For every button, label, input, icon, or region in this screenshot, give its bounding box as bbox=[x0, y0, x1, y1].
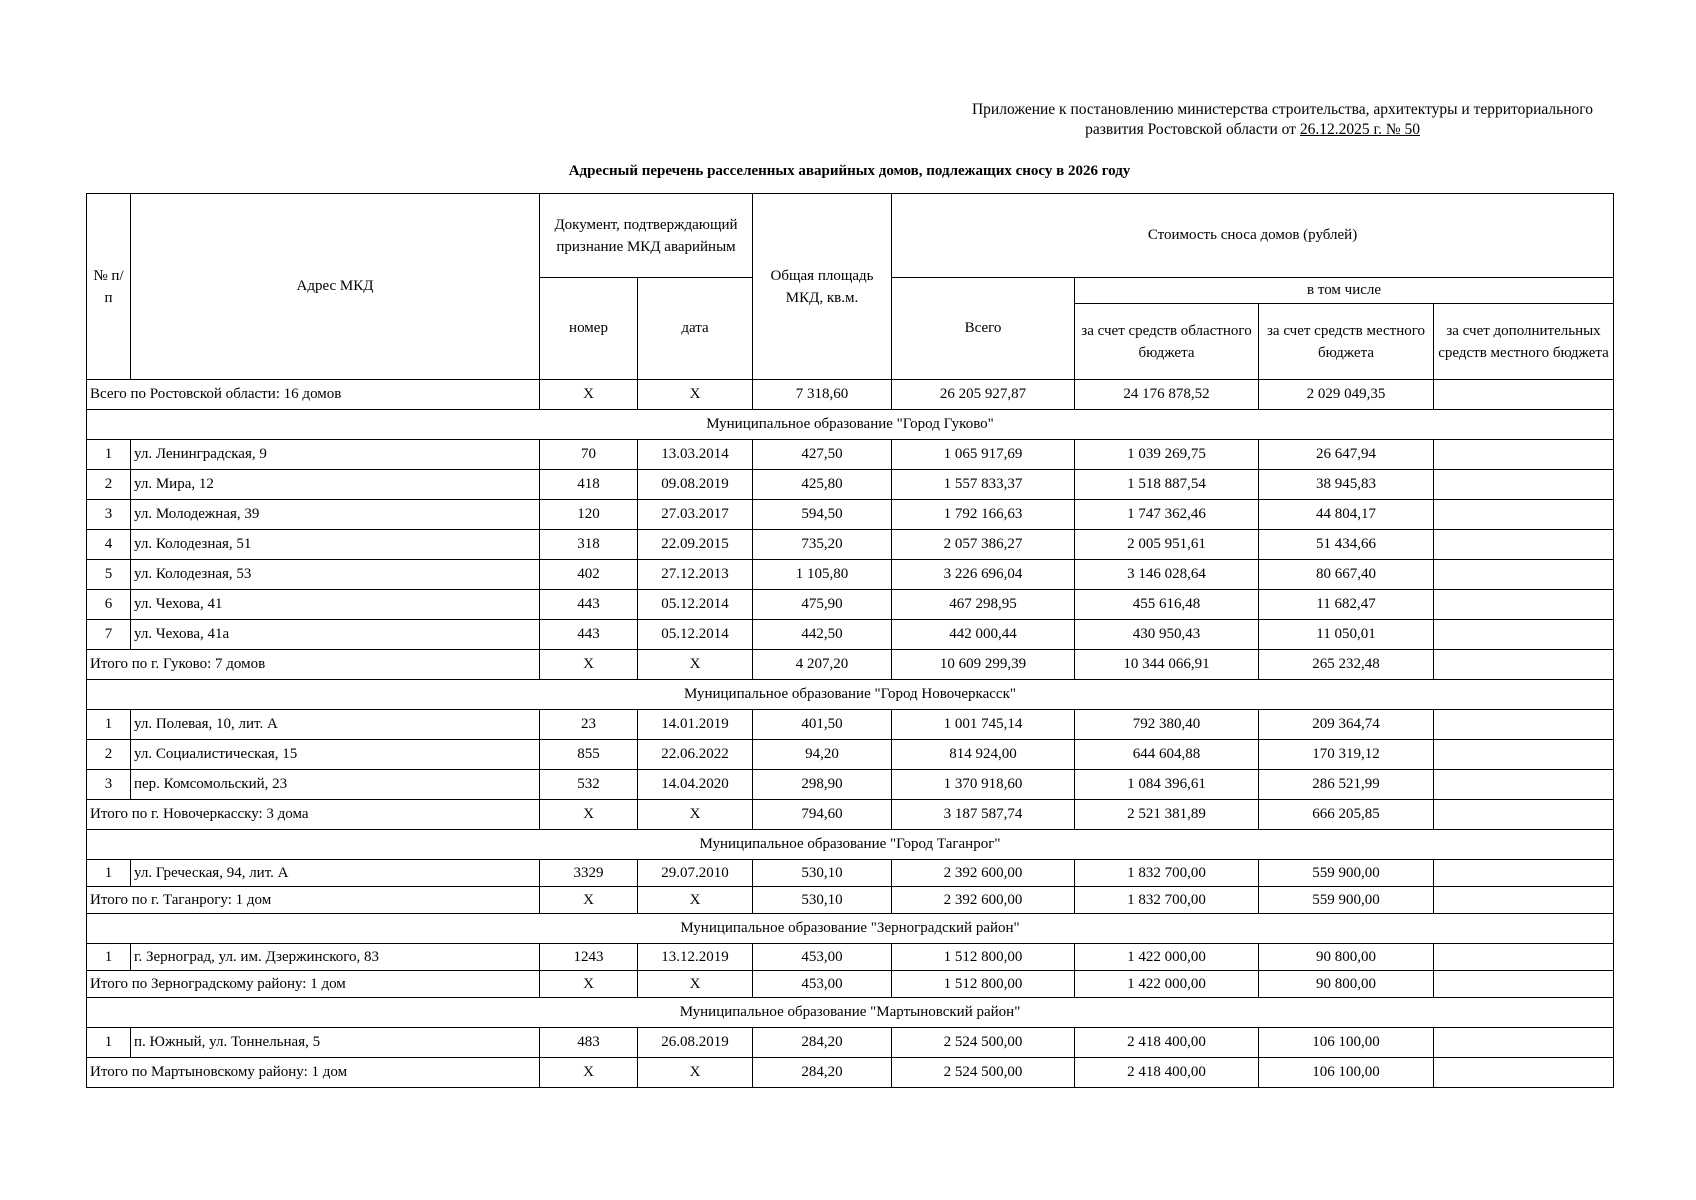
subtotal-regional: 1 422 000,00 bbox=[1075, 971, 1259, 998]
subtotal-row bbox=[87, 650, 1614, 680]
subtotal-row bbox=[87, 971, 1614, 998]
row-additional bbox=[1434, 1028, 1614, 1058]
header-doc-date: дата bbox=[638, 278, 753, 380]
row-number: 402 bbox=[540, 560, 638, 590]
row-date: 09.08.2019 bbox=[638, 470, 753, 500]
header-additional: за счет дополнительных средств местного бюджета bbox=[1434, 304, 1614, 380]
appendix-note bbox=[833, 100, 1593, 140]
row-total: 2 392 600,00 bbox=[892, 860, 1075, 887]
row-regional: 455 616,48 bbox=[1075, 590, 1259, 620]
row-address: п. Южный, ул. Тоннельная, 5 bbox=[131, 1028, 540, 1058]
appendix-line-1: Приложение к постановлению министерства строительства, архитектуры и территориального bbox=[971, 101, 1593, 118]
subtotal-date: Х bbox=[638, 971, 753, 998]
row-address: ул. Ленинградская, 9 bbox=[131, 440, 540, 470]
row-number: 1 bbox=[87, 710, 131, 740]
subtotal-area: 4 207,20 bbox=[753, 650, 892, 680]
row-local: 11 682,47 bbox=[1259, 590, 1434, 620]
subtotal-local: 106 100,00 bbox=[1259, 1058, 1434, 1088]
row-number: 70 bbox=[540, 440, 638, 470]
row-area: 594,50 bbox=[753, 500, 892, 530]
table-header bbox=[87, 194, 1614, 380]
row-local: 26 647,94 bbox=[1259, 440, 1434, 470]
subtotal-row bbox=[87, 887, 1614, 914]
section-title: Муниципальное образование "Город Гуково" bbox=[87, 410, 1614, 440]
row-area: 401,50 bbox=[753, 710, 892, 740]
table-row bbox=[87, 770, 1614, 800]
row-regional: 1 422 000,00 bbox=[1075, 944, 1259, 971]
subtotal-additional bbox=[1434, 887, 1614, 914]
header-regional: за счет средств областного бюджета bbox=[1075, 304, 1259, 380]
table-row bbox=[87, 530, 1614, 560]
row-address: ул. Молодежная, 39 bbox=[131, 500, 540, 530]
row-area: 94,20 bbox=[753, 740, 892, 770]
table-row bbox=[87, 560, 1614, 590]
subtotal-total: 10 609 299,39 bbox=[892, 650, 1075, 680]
row-number: 2 bbox=[87, 470, 131, 500]
table-row bbox=[87, 740, 1614, 770]
row-additional bbox=[1434, 860, 1614, 887]
grand-total-number: Х bbox=[540, 380, 638, 410]
row-address: ул. Колодезная, 51 bbox=[131, 530, 540, 560]
row-number: 443 bbox=[540, 620, 638, 650]
row-address: ул. Колодезная, 53 bbox=[131, 560, 540, 590]
row-additional bbox=[1434, 944, 1614, 971]
grand-total-regional: 24 176 878,52 bbox=[1075, 380, 1259, 410]
row-date: 26.08.2019 bbox=[638, 1028, 753, 1058]
row-address: пер. Комсомольский, 23 bbox=[131, 770, 540, 800]
row-area: 298,90 bbox=[753, 770, 892, 800]
row-address: ул. Социалистическая, 15 bbox=[131, 740, 540, 770]
row-number: 1 bbox=[87, 860, 131, 887]
subtotal-additional bbox=[1434, 800, 1614, 830]
row-total: 1 001 745,14 bbox=[892, 710, 1075, 740]
row-local: 559 900,00 bbox=[1259, 860, 1434, 887]
header-document: Документ, подтверждающий признание МКД аварийным bbox=[540, 194, 753, 278]
appendix-line-2-prefix: развития Ростовской области от bbox=[1085, 121, 1300, 138]
table-row bbox=[87, 710, 1614, 740]
table-row bbox=[87, 620, 1614, 650]
section-title: Муниципальное образование "Мартыновский район" bbox=[87, 998, 1614, 1028]
row-regional: 1 747 362,46 bbox=[1075, 500, 1259, 530]
row-area: 735,20 bbox=[753, 530, 892, 560]
row-date: 14.04.2020 bbox=[638, 770, 753, 800]
row-additional bbox=[1434, 530, 1614, 560]
row-regional: 430 950,43 bbox=[1075, 620, 1259, 650]
subtotal-date: Х bbox=[638, 1058, 753, 1088]
header-address: Адрес МКД bbox=[131, 194, 540, 380]
row-local: 38 945,83 bbox=[1259, 470, 1434, 500]
table-row bbox=[87, 440, 1614, 470]
subtotal-additional bbox=[1434, 1058, 1614, 1088]
section-header-row bbox=[87, 914, 1614, 944]
row-number: 483 bbox=[540, 1028, 638, 1058]
row-number: 3 bbox=[87, 770, 131, 800]
row-total: 1 512 800,00 bbox=[892, 944, 1075, 971]
row-date: 05.12.2014 bbox=[638, 590, 753, 620]
row-total: 1 557 833,37 bbox=[892, 470, 1075, 500]
subtotal-local: 666 205,85 bbox=[1259, 800, 1434, 830]
row-regional: 3 146 028,64 bbox=[1075, 560, 1259, 590]
row-number: 7 bbox=[87, 620, 131, 650]
row-number: 23 bbox=[540, 710, 638, 740]
subtotal-regional: 1 832 700,00 bbox=[1075, 887, 1259, 914]
row-local: 209 364,74 bbox=[1259, 710, 1434, 740]
subtotal-label: Итого по Зерноградскому району: 1 дом bbox=[87, 971, 540, 998]
row-regional: 1 832 700,00 bbox=[1075, 860, 1259, 887]
row-address: ул. Полевая, 10, лит. А bbox=[131, 710, 540, 740]
row-address: г. Зерноград, ул. им. Дзержинского, 83 bbox=[131, 944, 540, 971]
row-additional bbox=[1434, 500, 1614, 530]
row-additional bbox=[1434, 560, 1614, 590]
subtotal-area: 794,60 bbox=[753, 800, 892, 830]
row-area: 453,00 bbox=[753, 944, 892, 971]
demolition-table bbox=[86, 193, 1614, 1088]
row-number: 120 bbox=[540, 500, 638, 530]
table-row bbox=[87, 500, 1614, 530]
row-number: 443 bbox=[540, 590, 638, 620]
row-total: 2 524 500,00 bbox=[892, 1028, 1075, 1058]
subtotal-total: 1 512 800,00 bbox=[892, 971, 1075, 998]
subtotal-number: Х bbox=[540, 1058, 638, 1088]
row-area: 427,50 bbox=[753, 440, 892, 470]
subtotal-area: 453,00 bbox=[753, 971, 892, 998]
row-area: 284,20 bbox=[753, 1028, 892, 1058]
row-local: 44 804,17 bbox=[1259, 500, 1434, 530]
subtotal-row bbox=[87, 800, 1614, 830]
row-total: 2 057 386,27 bbox=[892, 530, 1075, 560]
subtotal-total: 2 392 600,00 bbox=[892, 887, 1075, 914]
subtotal-number: Х bbox=[540, 971, 638, 998]
row-local: 90 800,00 bbox=[1259, 944, 1434, 971]
row-number: 1243 bbox=[540, 944, 638, 971]
row-regional: 792 380,40 bbox=[1075, 710, 1259, 740]
row-date: 22.09.2015 bbox=[638, 530, 753, 560]
grand-total-area: 7 318,60 bbox=[753, 380, 892, 410]
subtotal-additional bbox=[1434, 650, 1614, 680]
subtotal-number: Х bbox=[540, 887, 638, 914]
header-num: № п/п bbox=[87, 194, 131, 380]
row-area: 530,10 bbox=[753, 860, 892, 887]
row-additional bbox=[1434, 770, 1614, 800]
row-number: 1 bbox=[87, 1028, 131, 1058]
row-address: ул. Мира, 12 bbox=[131, 470, 540, 500]
row-number: 855 bbox=[540, 740, 638, 770]
subtotal-local: 90 800,00 bbox=[1259, 971, 1434, 998]
row-area: 1 105,80 bbox=[753, 560, 892, 590]
row-total: 1 065 917,69 bbox=[892, 440, 1075, 470]
row-local: 11 050,01 bbox=[1259, 620, 1434, 650]
subtotal-regional: 2 418 400,00 bbox=[1075, 1058, 1259, 1088]
row-total: 442 000,44 bbox=[892, 620, 1075, 650]
row-local: 106 100,00 bbox=[1259, 1028, 1434, 1058]
section-title: Муниципальное образование "Город Таганрог" bbox=[87, 830, 1614, 860]
row-number: 3329 bbox=[540, 860, 638, 887]
subtotal-date: Х bbox=[638, 650, 753, 680]
header-including: в том числе bbox=[1075, 278, 1614, 304]
document-title: Адресный перечень расселенных аварийных домов, подлежащих сносу в 2026 году bbox=[568, 163, 1131, 179]
subtotal-label: Итого по г. Гуково: 7 домов bbox=[87, 650, 540, 680]
subtotal-number: Х bbox=[540, 650, 638, 680]
row-regional: 1 039 269,75 bbox=[1075, 440, 1259, 470]
row-date: 22.06.2022 bbox=[638, 740, 753, 770]
row-local: 286 521,99 bbox=[1259, 770, 1434, 800]
row-additional bbox=[1434, 620, 1614, 650]
row-date: 29.07.2010 bbox=[638, 860, 753, 887]
row-area: 475,90 bbox=[753, 590, 892, 620]
subtotal-total: 2 524 500,00 bbox=[892, 1058, 1075, 1088]
row-date: 27.12.2013 bbox=[638, 560, 753, 590]
row-area: 442,50 bbox=[753, 620, 892, 650]
row-number: 3 bbox=[87, 500, 131, 530]
grand-total-row bbox=[87, 380, 1614, 410]
table-row bbox=[87, 470, 1614, 500]
row-date: 14.01.2019 bbox=[638, 710, 753, 740]
table-row bbox=[87, 944, 1614, 971]
header-area: Общая площадь МКД, кв.м. bbox=[753, 194, 892, 380]
row-local: 170 319,12 bbox=[1259, 740, 1434, 770]
row-number: 1 bbox=[87, 944, 131, 971]
row-address: ул. Чехова, 41 bbox=[131, 590, 540, 620]
grand-total-date: Х bbox=[638, 380, 753, 410]
subtotal-label: Итого по г. Новочеркасску: 3 дома bbox=[87, 800, 540, 830]
appendix-line-2 bbox=[833, 120, 1593, 140]
subtotal-local: 265 232,48 bbox=[1259, 650, 1434, 680]
row-additional bbox=[1434, 740, 1614, 770]
row-regional: 1 084 396,61 bbox=[1075, 770, 1259, 800]
row-regional: 1 518 887,54 bbox=[1075, 470, 1259, 500]
row-address: ул. Чехова, 41а bbox=[131, 620, 540, 650]
section-header-row bbox=[87, 410, 1614, 440]
row-total: 1 792 166,63 bbox=[892, 500, 1075, 530]
row-additional bbox=[1434, 470, 1614, 500]
row-number: 2 bbox=[87, 740, 131, 770]
grand-total-total: 26 205 927,87 bbox=[892, 380, 1075, 410]
row-number: 4 bbox=[87, 530, 131, 560]
row-number: 318 bbox=[540, 530, 638, 560]
subtotal-regional: 2 521 381,89 bbox=[1075, 800, 1259, 830]
subtotal-local: 559 900,00 bbox=[1259, 887, 1434, 914]
table-body bbox=[87, 380, 1614, 1088]
appendix-resolution-date: 26.12.2025 г. № 50 bbox=[1299, 121, 1420, 138]
grand-total-local: 2 029 049,35 bbox=[1259, 380, 1434, 410]
subtotal-label: Итого по Мартыновскому району: 1 дом bbox=[87, 1058, 540, 1088]
row-additional bbox=[1434, 590, 1614, 620]
subtotal-date: Х bbox=[638, 800, 753, 830]
row-date: 13.12.2019 bbox=[638, 944, 753, 971]
subtotal-area: 284,20 bbox=[753, 1058, 892, 1088]
row-regional: 644 604,88 bbox=[1075, 740, 1259, 770]
subtotal-regional: 10 344 066,91 bbox=[1075, 650, 1259, 680]
subtotal-total: 3 187 587,74 bbox=[892, 800, 1075, 830]
row-date: 13.03.2014 bbox=[638, 440, 753, 470]
header-cost: Стоимость сноса домов (рублей) bbox=[892, 194, 1614, 278]
row-date: 27.03.2017 bbox=[638, 500, 753, 530]
header-total: Всего bbox=[892, 278, 1075, 380]
grand-total-label: Всего по Ростовской области: 16 домов bbox=[87, 380, 540, 410]
subtotal-date: Х bbox=[638, 887, 753, 914]
row-date: 05.12.2014 bbox=[638, 620, 753, 650]
row-local: 80 667,40 bbox=[1259, 560, 1434, 590]
subtotal-additional bbox=[1434, 971, 1614, 998]
row-regional: 2 418 400,00 bbox=[1075, 1028, 1259, 1058]
subtotal-area: 530,10 bbox=[753, 887, 892, 914]
row-number: 532 bbox=[540, 770, 638, 800]
subtotal-row bbox=[87, 1058, 1614, 1088]
row-number: 1 bbox=[87, 440, 131, 470]
table-row bbox=[87, 1028, 1614, 1058]
row-total: 3 226 696,04 bbox=[892, 560, 1075, 590]
header-doc-number: номер bbox=[540, 278, 638, 380]
section-header-row bbox=[87, 830, 1614, 860]
subtotal-number: Х bbox=[540, 800, 638, 830]
row-additional bbox=[1434, 710, 1614, 740]
row-number: 5 bbox=[87, 560, 131, 590]
row-regional: 2 005 951,61 bbox=[1075, 530, 1259, 560]
section-title: Муниципальное образование "Зерноградский район" bbox=[87, 914, 1614, 944]
header-local: за счет средств местного бюджета bbox=[1259, 304, 1434, 380]
section-header-row bbox=[87, 998, 1614, 1028]
row-total: 814 924,00 bbox=[892, 740, 1075, 770]
row-total: 1 370 918,60 bbox=[892, 770, 1075, 800]
row-total: 467 298,95 bbox=[892, 590, 1075, 620]
table-row bbox=[87, 860, 1614, 887]
row-number: 418 bbox=[540, 470, 638, 500]
subtotal-label: Итого по г. Таганрогу: 1 дом bbox=[87, 887, 540, 914]
section-title: Муниципальное образование "Город Новочеркасск" bbox=[87, 680, 1614, 710]
row-additional bbox=[1434, 440, 1614, 470]
table-row bbox=[87, 590, 1614, 620]
row-address: ул. Греческая, 94, лит. А bbox=[131, 860, 540, 887]
row-number: 6 bbox=[87, 590, 131, 620]
section-header-row bbox=[87, 680, 1614, 710]
grand-total-additional bbox=[1434, 380, 1614, 410]
row-local: 51 434,66 bbox=[1259, 530, 1434, 560]
row-area: 425,80 bbox=[753, 470, 892, 500]
